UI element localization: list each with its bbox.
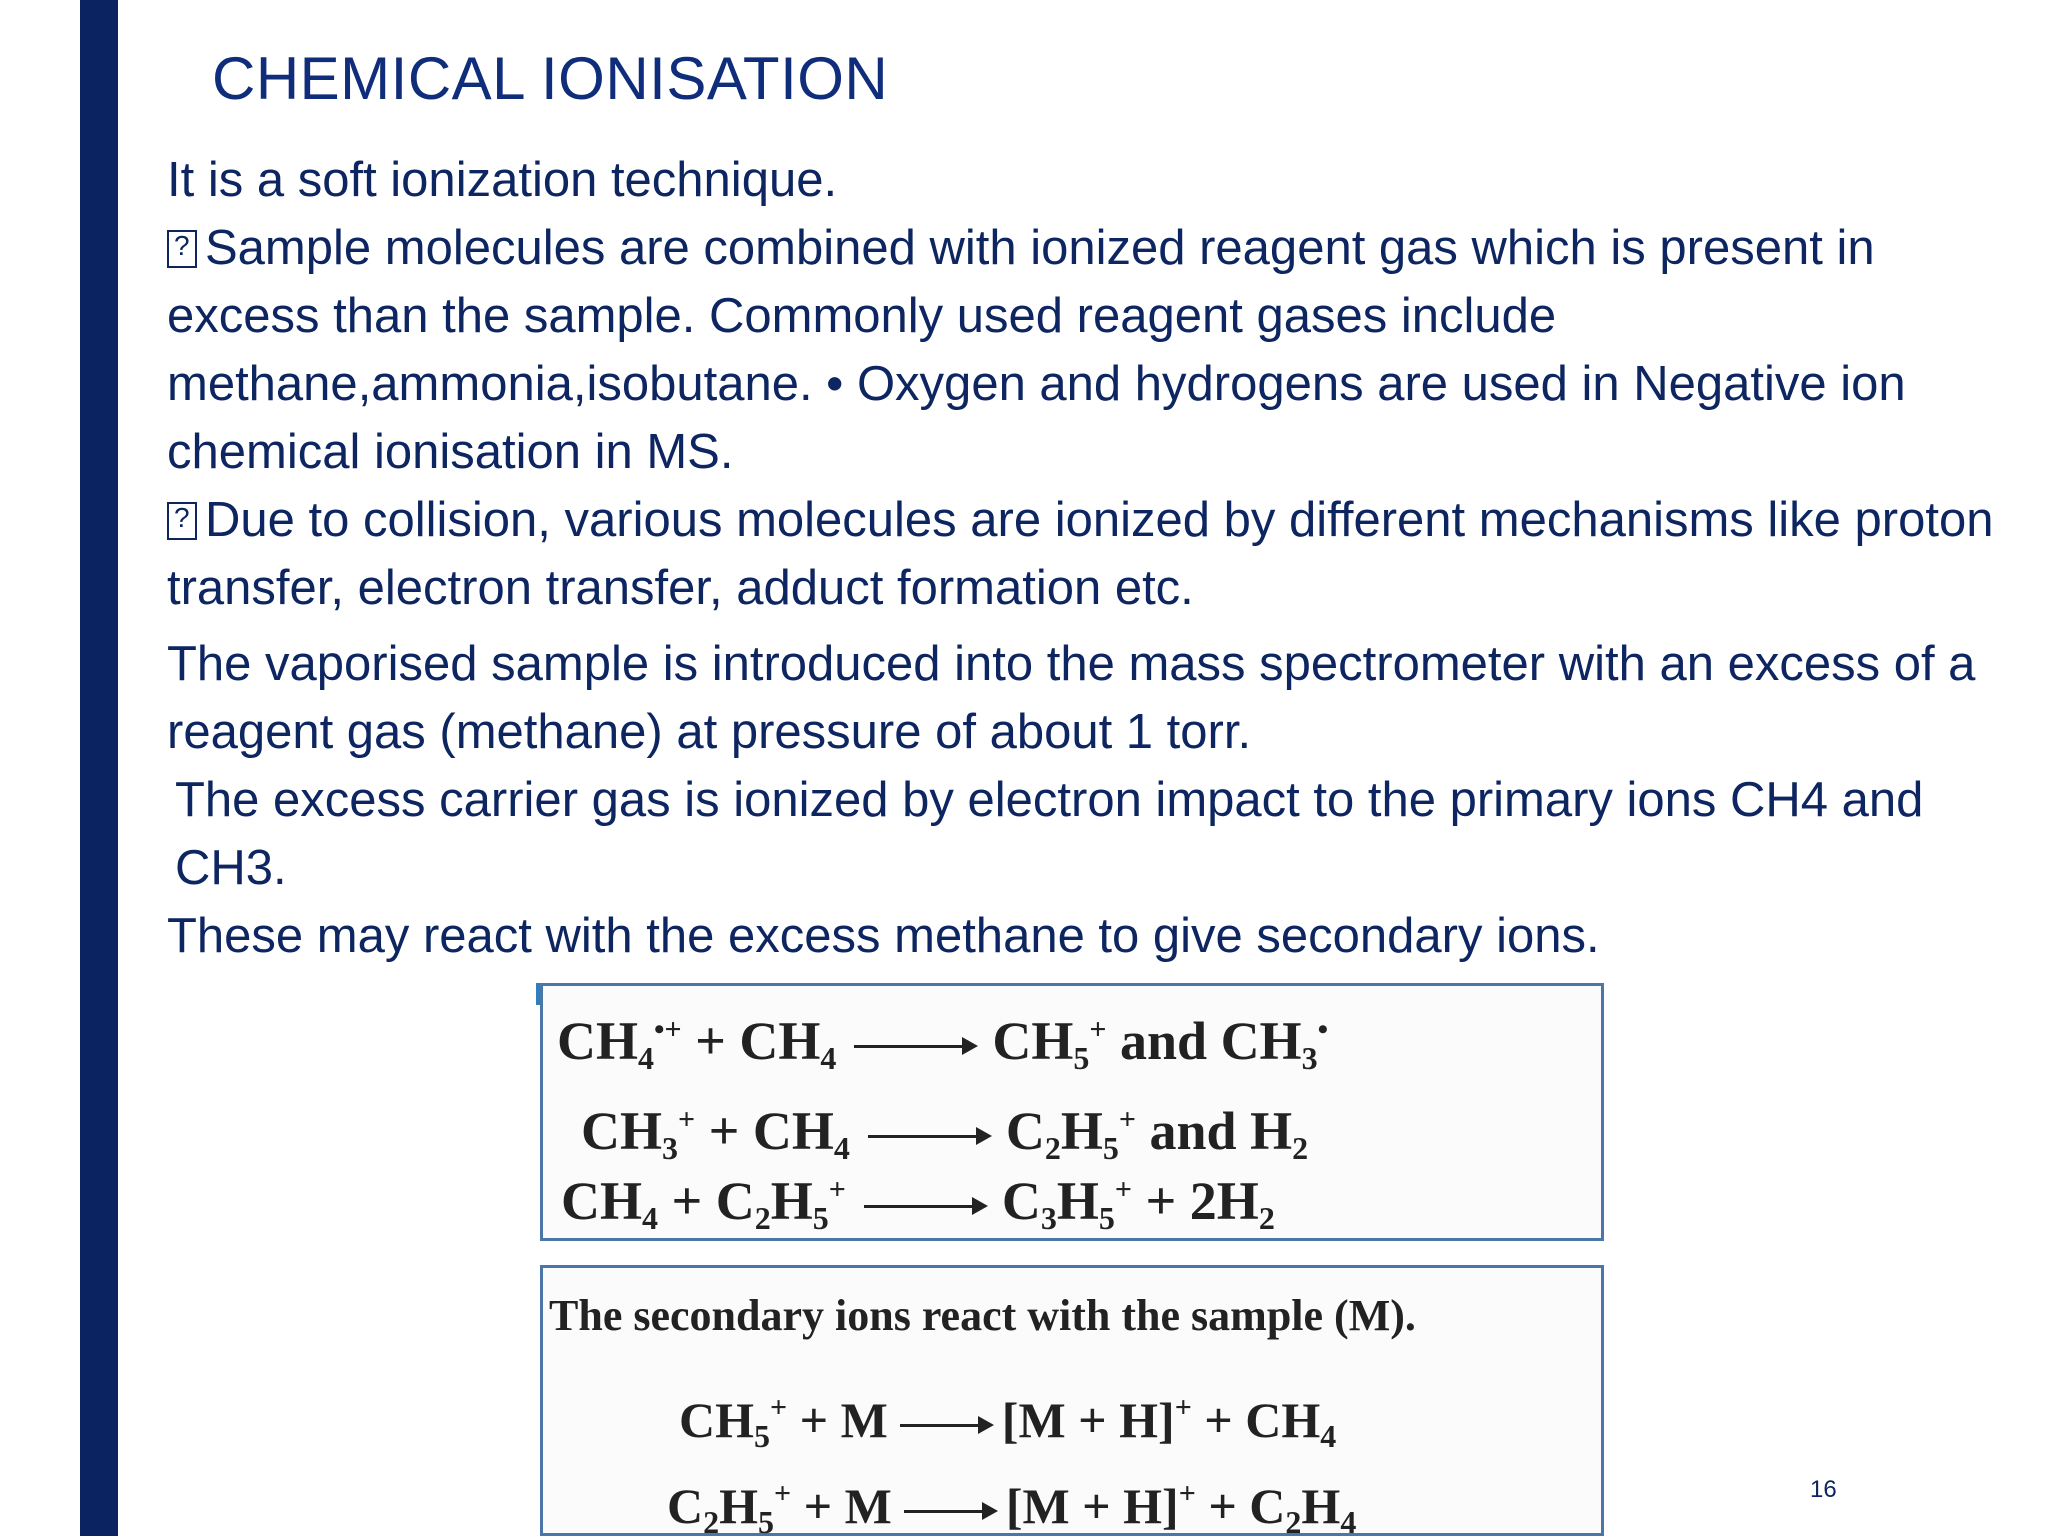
paragraph-carrier-gas: The excess carrier gas is ionized by electron impact to the primary ions CH4 and CH3.	[175, 773, 1924, 895]
equation-3: $CH_4 + C_2H_5^+$ $C_3H_5^+ + 2H_2$	[561, 1171, 1275, 1236]
arrow-icon	[854, 1045, 974, 1048]
equation-2: $CH_3^+ + CH_4$ $C_2H_5^+$ and $H_2$	[581, 1101, 1309, 1166]
side-accent-bar	[80, 0, 118, 1536]
slide-title: CHEMICAL IONISATION	[212, 45, 889, 112]
page-number: 16	[1810, 1476, 1837, 1503]
arrow-icon	[864, 1205, 984, 1208]
arrow-icon	[904, 1510, 994, 1513]
missing-glyph-icon	[167, 502, 197, 540]
slide-body	[167, 146, 2027, 970]
arrow-icon	[900, 1424, 990, 1427]
paragraph-secondary-ions: These may react with the excess methane to give secondary ions.	[167, 909, 1600, 963]
paragraph-reagent-gas: ?Sample molecules are combined with ionized reagent gas which is present in excess than the sample. Commonly used reagent gases include methane,ammonia,isobutane. • Oxygen and hydrogens are used in Negative ion chemical ionisation in MS.	[167, 214, 2027, 486]
equation-1: $CH_4^{•+} + CH_4$ $CH_5^+$ and $CH_3^•$	[557, 1011, 1329, 1076]
sample-reaction-image	[540, 1265, 1604, 1536]
equation-5: $C_2H_5^+ + M$ $[M + H]^+ + C_2H_4$	[667, 1477, 1357, 1536]
figure-caption: The secondary ions react with the sample (M).	[549, 1291, 1416, 1340]
equation-4: $CH_5^+ + M$ $[M + H]^+ + CH_4$	[679, 1391, 1337, 1454]
paragraph-collision: ?Due to collision, various molecules are ionized by different mechanisms like proton transfer, electron transfer, adduct formation etc.	[167, 486, 2027, 622]
paragraph-intro: It is a soft ionization technique.	[167, 153, 838, 207]
missing-glyph-icon	[167, 230, 197, 268]
paragraph-vaporised-sample: The vaporised sample is introduced into the mass spectrometer with an excess of a reagent gas (methane) at pressure of about 1 torr.	[167, 637, 1976, 759]
reaction-equations-image	[540, 983, 1604, 1241]
arrow-icon	[868, 1135, 988, 1138]
